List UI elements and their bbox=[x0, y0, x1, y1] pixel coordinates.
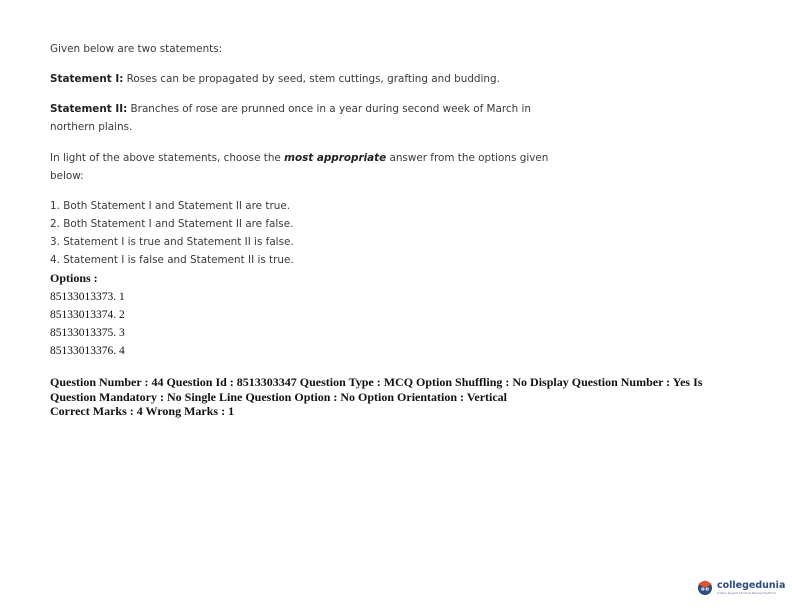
metadata-line-3: Correct Marks : 4 Wrong Marks : 1 bbox=[50, 404, 235, 418]
choice-item: 3. Statement I is true and Statement II is false. bbox=[50, 236, 294, 248]
statement-1-label: Statement I: bbox=[50, 73, 124, 85]
options-label: Options : bbox=[50, 271, 98, 285]
question-intro: Given below are two statements: bbox=[50, 43, 223, 55]
choice-list bbox=[50, 197, 294, 269]
option-id-item: 85133013376. 4 bbox=[50, 345, 125, 357]
choice-item: 4. Statement I is false and Statement II is true. bbox=[50, 254, 294, 266]
option-id-list bbox=[50, 288, 125, 360]
statement-2-text-line1: Branches of rose are prunned once in a year during second week of March in bbox=[127, 103, 531, 115]
choice-item: 1. Both Statement I and Statement II are true. bbox=[50, 200, 291, 212]
instruction-emphasis: most appropriate bbox=[284, 152, 387, 164]
logo-name: collegedunia bbox=[717, 579, 786, 591]
option-id-item: 85133013375. 3 bbox=[50, 327, 125, 339]
collegedunia-logo bbox=[696, 578, 785, 596]
logo-tagline: India's largest Student Review Platform bbox=[717, 590, 777, 595]
statement-2-text-line2: northern plains. bbox=[50, 121, 133, 133]
instruction-after-line1: answer from the options given bbox=[386, 152, 549, 164]
instruction-before: In light of the above statements, choose the bbox=[50, 152, 285, 164]
instruction-after-line2: below: bbox=[50, 170, 84, 182]
question-metadata bbox=[50, 375, 750, 419]
metadata-line-1: Question Number : 44 Question Id : 8513303347 Question Type : MCQ Option Shuffling : No Display Question Number : Yes Is bbox=[50, 375, 703, 389]
option-id-item: 85133013374. 2 bbox=[50, 309, 125, 321]
metadata-line-2: Question Mandatory : No Single Line Question Option : No Option Orientation : Vertical bbox=[50, 389, 508, 404]
logo-text bbox=[717, 580, 785, 595]
statement-1 bbox=[50, 70, 570, 88]
statement-2-label: Statement II: bbox=[50, 103, 128, 115]
statement-1-text: Roses can be propagated by seed, stem cuttings, grafting and budding. bbox=[123, 73, 500, 85]
option-id-item: 85133013373. 1 bbox=[50, 291, 125, 303]
choice-item: 2. Both Statement I and Statement II are false. bbox=[50, 218, 294, 230]
instruction bbox=[50, 149, 570, 185]
statement-2 bbox=[50, 100, 570, 136]
graduation-cap-icon bbox=[696, 578, 714, 596]
